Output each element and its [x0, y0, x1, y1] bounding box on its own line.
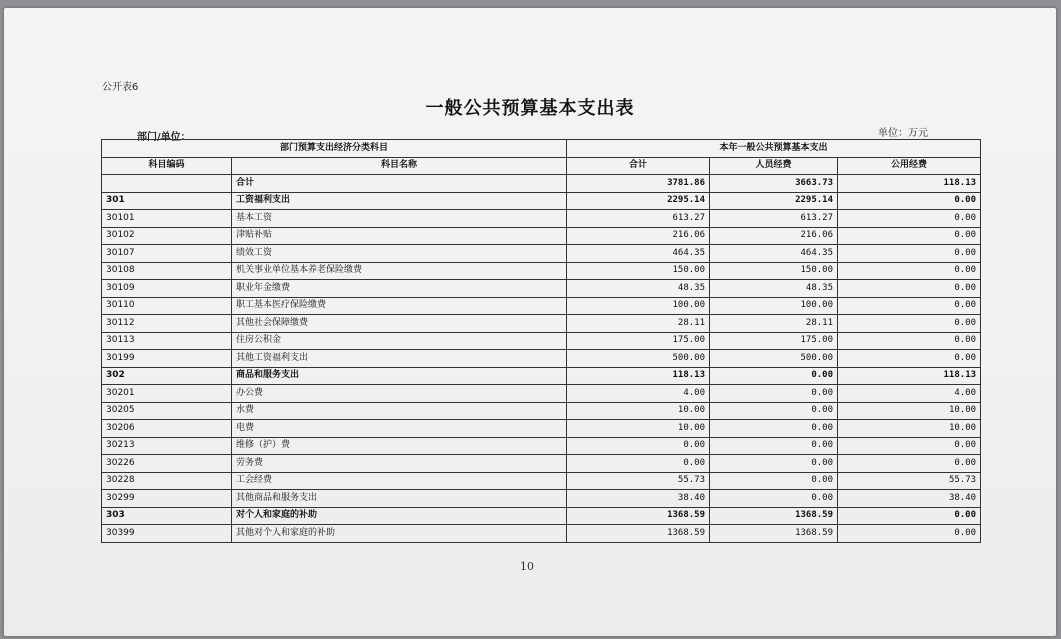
document-page	[4, 8, 1056, 636]
cell-name: 合计	[232, 175, 567, 193]
cell-public: 118.13	[838, 367, 981, 385]
table-row	[102, 525, 981, 543]
cell-name: 职工基本医疗保险缴费	[232, 297, 567, 315]
cell-name: 水费	[232, 402, 567, 420]
cell-total: 100.00	[567, 297, 710, 315]
table-row	[102, 367, 981, 385]
cell-public: 38.40	[838, 490, 981, 508]
cell-personnel: 613.27	[710, 210, 838, 228]
header-code: 科目编码	[102, 157, 232, 175]
page-title: 一般公共预算基本支出表	[425, 98, 635, 119]
cell-total: 10.00	[567, 420, 710, 438]
cell-personnel: 500.00	[710, 350, 838, 368]
cell-personnel: 0.00	[710, 367, 838, 385]
cell-public: 0.00	[838, 245, 981, 263]
cell-name: 绩效工资	[232, 245, 567, 263]
cell-name: 其他工资福利支出	[232, 350, 567, 368]
cell-name: 职业年金缴费	[232, 280, 567, 298]
cell-public: 0.00	[838, 227, 981, 245]
cell-total: 48.35	[567, 280, 710, 298]
cell-total: 1368.59	[567, 525, 710, 543]
cell-personnel: 216.06	[710, 227, 838, 245]
cell-name: 工会经费	[232, 472, 567, 490]
cell-total: 613.27	[567, 210, 710, 228]
cell-personnel: 175.00	[710, 332, 838, 350]
cell-public: 0.00	[838, 210, 981, 228]
cell-code	[102, 175, 232, 193]
table-row	[102, 490, 981, 508]
cell-total: 0.00	[567, 437, 710, 455]
cell-name: 商品和服务支出	[232, 367, 567, 385]
cell-personnel: 0.00	[710, 455, 838, 473]
cell-personnel: 0.00	[710, 472, 838, 490]
cell-name: 劳务费	[232, 455, 567, 473]
cell-personnel: 1368.59	[710, 507, 838, 525]
cell-personnel: 0.00	[710, 385, 838, 403]
cell-total: 3781.86	[567, 175, 710, 193]
cell-public: 0.00	[838, 350, 981, 368]
cell-total: 55.73	[567, 472, 710, 490]
cell-public: 0.00	[838, 525, 981, 543]
table-row	[102, 402, 981, 420]
cell-total: 118.13	[567, 367, 710, 385]
header-group-left: 部门预算支出经济分类科目	[102, 140, 567, 158]
cell-total: 10.00	[567, 402, 710, 420]
cell-code: 30399	[102, 525, 232, 543]
cell-code: 30226	[102, 455, 232, 473]
cell-public: 0.00	[838, 262, 981, 280]
table-row	[102, 280, 981, 298]
cell-name: 电费	[232, 420, 567, 438]
cell-public: 0.00	[838, 192, 981, 210]
cell-name: 其他对个人和家庭的补助	[232, 525, 567, 543]
cell-public: 0.00	[838, 455, 981, 473]
table-row	[102, 420, 981, 438]
cell-name: 住房公积金	[232, 332, 567, 350]
cell-personnel: 2295.14	[710, 192, 838, 210]
table-row	[102, 192, 981, 210]
cell-public: 10.00	[838, 420, 981, 438]
cell-total: 150.00	[567, 262, 710, 280]
cell-total: 0.00	[567, 455, 710, 473]
table-row	[102, 262, 981, 280]
cell-total: 500.00	[567, 350, 710, 368]
table-row	[102, 297, 981, 315]
cell-personnel: 1368.59	[710, 525, 838, 543]
table-row	[102, 227, 981, 245]
cell-name: 工资福利支出	[232, 192, 567, 210]
cell-personnel: 48.35	[710, 280, 838, 298]
cell-public: 4.00	[838, 385, 981, 403]
cell-public: 0.00	[838, 332, 981, 350]
page-number: 10	[520, 560, 534, 573]
table-row	[102, 245, 981, 263]
cell-personnel: 150.00	[710, 262, 838, 280]
cell-code: 302	[102, 367, 232, 385]
table-row	[102, 350, 981, 368]
cell-personnel: 464.35	[710, 245, 838, 263]
table-row	[102, 210, 981, 228]
cell-personnel: 0.00	[710, 437, 838, 455]
cell-code: 30205	[102, 402, 232, 420]
table-row	[102, 332, 981, 350]
cell-name: 其他商品和服务支出	[232, 490, 567, 508]
cell-code: 30101	[102, 210, 232, 228]
header-group-right: 本年一般公共预算基本支出	[567, 140, 981, 158]
form-number: 公开表6	[102, 82, 139, 93]
cell-total: 28.11	[567, 315, 710, 333]
cell-public: 0.00	[838, 280, 981, 298]
cell-total: 175.00	[567, 332, 710, 350]
cell-total: 1368.59	[567, 507, 710, 525]
header-public: 公用经费	[838, 157, 981, 175]
cell-code: 30112	[102, 315, 232, 333]
cell-code: 30213	[102, 437, 232, 455]
cell-personnel: 0.00	[710, 490, 838, 508]
cell-public: 118.13	[838, 175, 981, 193]
cell-personnel: 0.00	[710, 402, 838, 420]
cell-code: 30110	[102, 297, 232, 315]
cell-code: 301	[102, 192, 232, 210]
unit-label: 单位：万元	[878, 128, 928, 139]
cell-total: 464.35	[567, 245, 710, 263]
cell-public: 0.00	[838, 437, 981, 455]
cell-code: 30107	[102, 245, 232, 263]
cell-name: 机关事业单位基本养老保险缴费	[232, 262, 567, 280]
cell-code: 30113	[102, 332, 232, 350]
cell-name: 津贴补贴	[232, 227, 567, 245]
table-row	[102, 175, 981, 193]
cell-personnel: 3663.73	[710, 175, 838, 193]
cell-public: 55.73	[838, 472, 981, 490]
cell-public: 0.00	[838, 297, 981, 315]
cell-name: 办公费	[232, 385, 567, 403]
cell-code: 30109	[102, 280, 232, 298]
cell-code: 30228	[102, 472, 232, 490]
cell-total: 2295.14	[567, 192, 710, 210]
table-row	[102, 385, 981, 403]
cell-total: 4.00	[567, 385, 710, 403]
header-personnel: 人员经费	[710, 157, 838, 175]
table-row	[102, 455, 981, 473]
cell-code: 30199	[102, 350, 232, 368]
cell-code: 30102	[102, 227, 232, 245]
cell-personnel: 28.11	[710, 315, 838, 333]
cell-code: 30108	[102, 262, 232, 280]
cell-code: 30206	[102, 420, 232, 438]
header-total: 合计	[567, 157, 710, 175]
cell-personnel: 0.00	[710, 420, 838, 438]
cell-personnel: 100.00	[710, 297, 838, 315]
cell-code: 30299	[102, 490, 232, 508]
table-row	[102, 472, 981, 490]
cell-total: 216.06	[567, 227, 710, 245]
table-body	[102, 175, 981, 543]
table-row	[102, 437, 981, 455]
cell-name: 对个人和家庭的补助	[232, 507, 567, 525]
department-label: 部门/单位：	[137, 132, 191, 143]
budget-table	[101, 139, 981, 543]
cell-name: 基本工资	[232, 210, 567, 228]
cell-name: 其他社会保障缴费	[232, 315, 567, 333]
cell-public: 10.00	[838, 402, 981, 420]
table-row	[102, 315, 981, 333]
table-row	[102, 507, 981, 525]
cell-public: 0.00	[838, 315, 981, 333]
header-name: 科目名称	[232, 157, 567, 175]
cell-code: 303	[102, 507, 232, 525]
cell-code: 30201	[102, 385, 232, 403]
cell-public: 0.00	[838, 507, 981, 525]
cell-name: 维修（护）费	[232, 437, 567, 455]
cell-total: 38.40	[567, 490, 710, 508]
